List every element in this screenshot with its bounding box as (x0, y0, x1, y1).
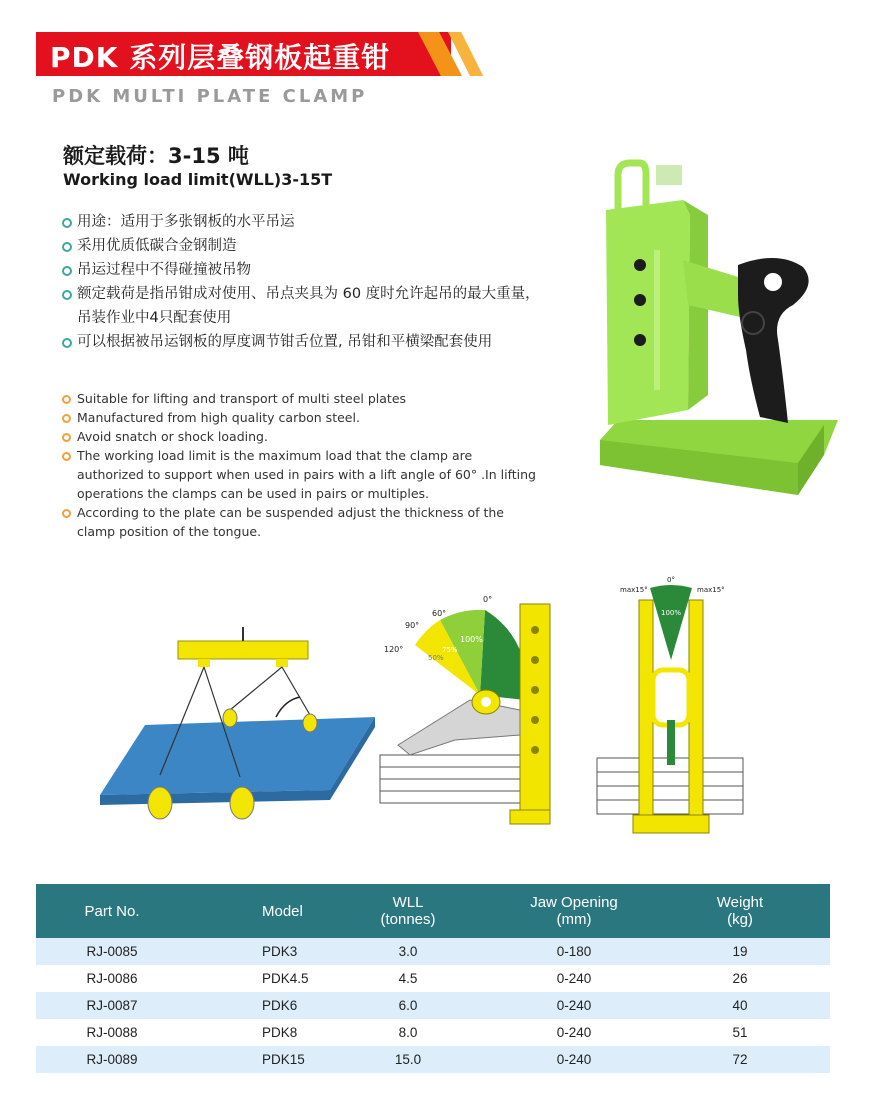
list-item: 额定载荷是指吊钳成对使用、吊点夹具为 60 度时允许起吊的最大重量，吊装作业中4只配套使用 (62, 282, 542, 330)
angle-label: max15° (620, 586, 648, 594)
angle-label: 90° (405, 621, 420, 630)
cell-jaw-opening: 0-180 (498, 938, 650, 965)
title-banner (36, 32, 451, 76)
column-header-weight: Weight (kg) (650, 884, 830, 938)
spec-table (36, 884, 830, 1073)
angle-label: 120° (384, 645, 404, 654)
cell-model: PDK3 (188, 938, 318, 965)
table-row (36, 992, 830, 1019)
page-subtitle: PDK MULTI PLATE CLAMP (52, 86, 368, 107)
clamp-product-image (588, 155, 848, 505)
table-row (36, 1046, 830, 1073)
list-item: 吊运过程中不得碰撞被吊物 (62, 258, 542, 282)
cell-jaw-opening: 0-240 (498, 1046, 650, 1073)
cell-part-no: RJ-0087 (36, 992, 188, 1019)
zone-label: 100% (460, 635, 483, 644)
load-heading-en: Working load limit(WLL)3-15T (63, 170, 333, 189)
zone-label: 100% (661, 609, 682, 617)
angle-label: max15° (697, 586, 725, 594)
angle-label: 60° (432, 609, 447, 618)
cell-part-no: RJ-0089 (36, 1046, 188, 1073)
angle-label: 0° (483, 595, 493, 604)
cell-jaw-opening: 0-240 (498, 992, 650, 1019)
cell-jaw-opening: 0-240 (498, 965, 650, 992)
lift-angle-diagram (370, 590, 580, 830)
cell-weight: 26 (650, 965, 830, 992)
feature-list-cn (62, 210, 542, 354)
column-header-part-no: Part No. (36, 884, 188, 938)
list-item: 可以根据被吊运钢板的厚度调节钳舌位置, 吊钳和平横梁配套使用 (62, 330, 542, 354)
load-heading-cn: 额定载荷：3-15 吨 (63, 144, 249, 168)
table-header-row (36, 884, 830, 938)
table-row (36, 965, 830, 992)
cell-model: PDK15 (188, 1046, 318, 1073)
cell-wll: 6.0 (318, 992, 498, 1019)
angle-label: 0° (667, 576, 675, 584)
cell-wll: 3.0 (318, 938, 498, 965)
cell-wll: 8.0 (318, 1019, 498, 1046)
list-item: 用途：适用于多张钢板的水平吊运 (62, 210, 542, 234)
list-item: Avoid snatch or shock loading. (62, 427, 542, 446)
cell-wll: 4.5 (318, 965, 498, 992)
list-item: 采用优质低碳合金钢制造 (62, 234, 542, 258)
cell-jaw-opening: 0-240 (498, 1019, 650, 1046)
cell-weight: 51 (650, 1019, 830, 1046)
column-header-model: Model (188, 884, 318, 938)
cell-model: PDK4.5 (188, 965, 318, 992)
cell-part-no: RJ-0088 (36, 1019, 188, 1046)
cell-wll: 15.0 (318, 1046, 498, 1073)
cell-weight: 19 (650, 938, 830, 965)
lifting-arrangement-diagram (100, 605, 375, 825)
page-title: PDK 系列层叠钢板起重钳 (50, 41, 391, 74)
cell-model: PDK8 (188, 1019, 318, 1046)
zone-label: 75% (442, 646, 458, 654)
list-item: According to the plate can be suspended adjust the thickness of the clamp position of the tongue. (62, 503, 542, 541)
list-item: The working load limit is the maximum load that the clamp are authorized to support when used in pairs with a lift angle of 60° .In lifting operations the clamps can be used in pairs or multiples. (62, 446, 542, 503)
column-header-wll: WLL (tonnes) (318, 884, 498, 938)
column-header-jaw-opening: Jaw Opening (mm) (498, 884, 650, 938)
cell-weight: 72 (650, 1046, 830, 1073)
cell-model: PDK6 (188, 992, 318, 1019)
side-angle-diagram (595, 570, 745, 845)
cell-part-no: RJ-0086 (36, 965, 188, 992)
cell-weight: 40 (650, 992, 830, 1019)
zone-label: 50% (428, 654, 444, 662)
table-row (36, 938, 830, 965)
cell-part-no: RJ-0085 (36, 938, 188, 965)
list-item: Manufactured from high quality carbon steel. (62, 408, 542, 427)
table-row (36, 1019, 830, 1046)
feature-list-en (62, 389, 542, 541)
list-item: Suitable for lifting and transport of multi steel plates (62, 389, 542, 408)
